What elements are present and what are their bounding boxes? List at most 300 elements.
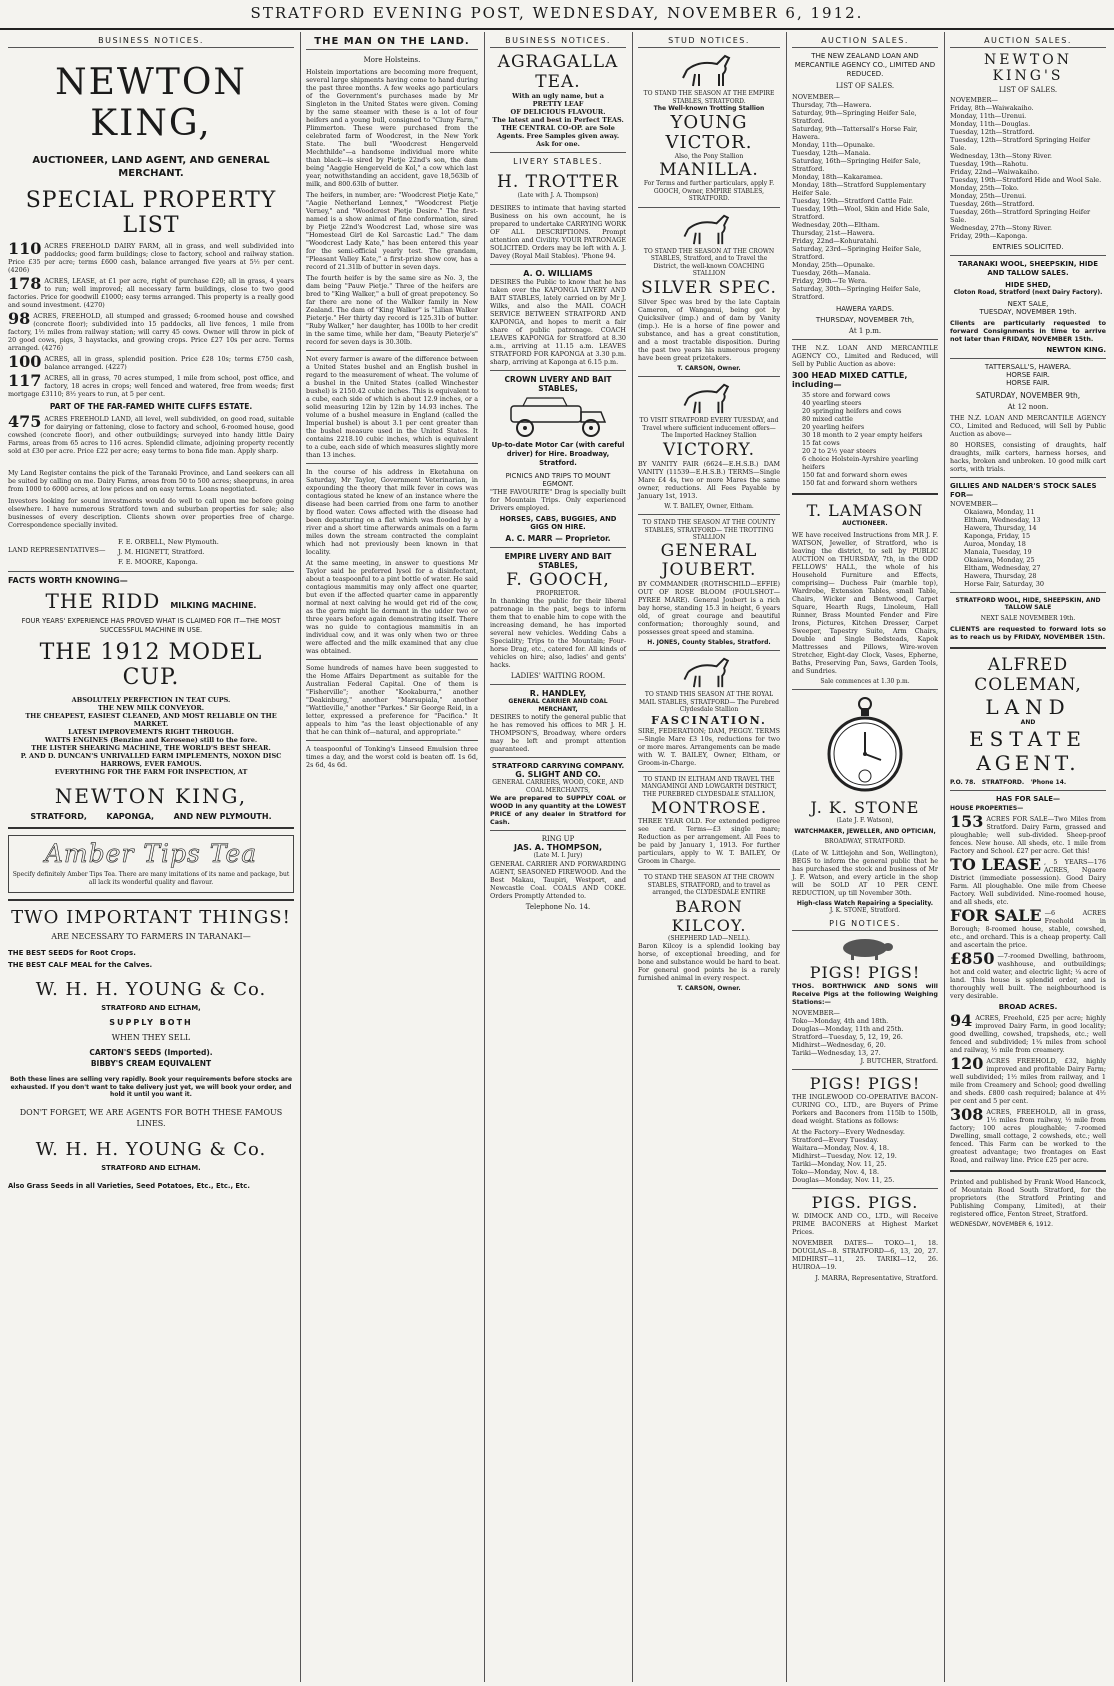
thompson-text: GENERAL CARRIER AND FORWARDING AGENT, SEASONED FIREWOOD. And the Best Makau, Taupiri, Westport, and Newcastle Coal. COALS AND COKE. Orders Promptly Attended to.: [490, 859, 626, 900]
young-co-title-2: W. H. H. YOUNG & Co.: [35, 1138, 267, 1160]
pig-notices-heading: PIG NOTICES.: [792, 919, 938, 931]
facts-heading: FACTS WORTH KNOWING—: [8, 576, 128, 585]
listing-text: , 5 YEARS—176 ACRES, Ngaere District (immediate possession). Good Dairy Farm. All ploughable. One mile from Cheese Factory. Well subdivided. Nine-roomed house, and all sheds, etc.: [950, 857, 1106, 906]
cattle-list: [792, 391, 938, 487]
supply-both: SUPPLY BOTH: [109, 1018, 193, 1027]
estate-title: ESTATE: [969, 726, 1087, 751]
gillies-nalder-title: GILLIES AND NALDER'S STOCK SALES FOR—: [950, 481, 1097, 499]
sale-entry: Monday, 25th—Urenui.: [950, 192, 1027, 200]
inglewood-text: THE INGLEWOOD CO-OPERATIVE BACON-CURING CO., LTD., are Buyers of Prime Porkers and Baconers from 115lb to 150lb, dead weight. Stations as follows:: [792, 1092, 938, 1125]
article-paragraph: A teaspoonful of Tonking's Linseed Emulsion three times a day, and the worst cold is beaten off. 1s 6d, 2s 6d, 4s 6d.: [306, 745, 478, 769]
lamason-time: Sale commences at 1.30 p.m.: [820, 677, 910, 685]
borthwick-entry: Tariki—Wednesday, 13, 27.: [792, 1048, 881, 1057]
baron-kilcoy-sub: (SHEPHERD LAD—NELL).: [668, 934, 750, 942]
stud-notice-intro: TO STAND THE SEASON AT THE CROWN STABLES, STRATFORD, and to travel as arranged, the CLYDESDALE ENTIRE: [643, 874, 775, 896]
and-line: AND: [1020, 719, 1036, 726]
victory-title: VICTORY.: [663, 439, 755, 460]
horse-illustration: [679, 381, 739, 415]
next-sale-date: TUESDAY, NOVEMBER 19th.: [979, 307, 1077, 316]
listing-text: —7-roomed Dwelling, bathroom, washhouse, and outbuildings; hot and cold water, and electric light; ¼ acre of land. This house is splendid order, and is thoroughly well built. The neighbourhood is very desirable.: [950, 951, 1106, 1000]
article-paragraph: The heifers, in number, are: "Woodcrest Pietje Kate," "Aagie Netherland Lennex," "Woodcrest Pietje Verney," and "Woodcrest Pietje Desire." The first-named is a show animal of fine conformation, sired by Pietje 22nd's Woodcrest Lad, whose sire was "Homestead Girl de Kol Sarcastic Lad." The dam "Woodcrest Lady Kate," has been entered this year for the semi-official yearly test. The grandam, "Pleasant Valley Kate," a first-prize show cow, has a record of 21.31lb of butter in seven days.: [306, 191, 478, 271]
article-paragraph: The fourth heifer is by the same sire as No. 3, the dam being "Pauw Pietje." Three of the heifers are bred to "King Walker," a bull of great prepotency. So far there are none of the Walker family in New Zealand. The dam of "King Walker" is "Lilian Walker Pieterje." Her thirty day record is 125.31b of butter. "Ruby Walker," her daughter, has 100lb to her credit in the same time, while her dam, "Beauty Pieterje's" record for seven days is 30.30lb.: [306, 274, 478, 346]
property-listing: [950, 1108, 1106, 1164]
sale-entry: Friday, 29th—Kaponga.: [950, 232, 1028, 240]
stud-owner: H. JONES, County Stables, Stratford.: [647, 638, 771, 646]
cartons-seeds: CARTON'S SEEDS (Imported).: [89, 1048, 213, 1057]
dimock-text: W. DIMOCK AND CO., LTD., will Receive PRIME BACONERS at Highest Market Prices.: [792, 1211, 938, 1236]
trotter-text: DESIRES to intimate that having started Business on his own account, he is prepared to undertake CARRYING WORK OF ALL DESCRIPTIONS. Prompt attention and Civility. YOUR PATRONAGE SOLICITED. Orders may be left with A. J. Davey (Royal Mail Stables). 'Phone 94.: [490, 203, 626, 260]
cattle-entry: 35 store and forward cows: [802, 391, 891, 399]
stone-signature: J. K. STONE, Stratford.: [829, 907, 901, 914]
handley-text: DESIRES to notify the general public that he has removed his offices to MR J. H. THOMPSON'S, Broadway, where orders may be left and prompt attention guaranteed.: [490, 713, 626, 753]
cup-line: THE LISTER SHEARING MACHINE, THE WORLD'S BEST SHEAR.: [31, 744, 271, 752]
column-heading: AUCTION SALES.: [792, 36, 938, 48]
sale-entry: Tuesday, 19th—Stratford Cattle Fair.: [792, 197, 914, 205]
inglewood-entry: Waitara—Monday, Nov. 4, 18.: [792, 1143, 890, 1152]
inglewood-entry: At the Factory—Every Wednesday.: [792, 1127, 905, 1136]
acreage-number: 178: [8, 277, 42, 293]
livery-heading: LIVERY STABLES.: [513, 157, 603, 166]
article-paragraph: Some hundreds of names have been suggested to the Home Affairs Department as suitable for the Australian Federal Capital. One of them is "Fisherville"; another "Kookaburra," another "Deakinburg," another "Marsupiala," another "Wattleville," another "Parkes." Sir George Reid, in a letter, expressed a preference for "Pacifica." It appeals to him "as the least objectionable of any that he can think of—natural, and appropriate.": [306, 664, 478, 736]
gillies-entry: Okaiawa, Monday, 11: [964, 507, 1035, 516]
newton-king-signature: NEWTON KING.: [1046, 345, 1106, 354]
column-business-notices-2: [486, 36, 630, 1682]
young-co-place-2: STRATFORD AND ELTHAM.: [101, 1163, 201, 1172]
rep-name: F. E. MOORE, Kaponga.: [118, 558, 198, 566]
williams-text: DESIRES the Public to know that he has taken over the KAPONGA LIVERY AND BAIT STABLES, lately carried on by Mr J. Wilks, and also the MAIL COACH SERVICE BETWEEN STRATFORD AND KAPONGA, and hopes to merit a fair share of public patronage. COACH LEAVES KAPONGA for Stratford at 8.30 a.m., arriving at 11.15 a.m. LEAVES STRATFORD FOR KAPONGA at 3.30 p.m. sharp, arriving at Kaponga at 6.15 p.m.: [490, 277, 626, 366]
cattle-entry: 150 fat and forward shorn ewes: [802, 471, 908, 479]
gillies-entry: Auroa, Monday, 18: [964, 539, 1026, 548]
cup-line: THE NEW MILK CONVEYOR.: [97, 704, 205, 712]
sale-entry: Wednesday, 20th—Eltham.: [792, 221, 880, 229]
borthwick-entry: Stratford—Tuesday, 5, 12, 19, 26.: [792, 1032, 903, 1041]
column-rule: [300, 32, 301, 1682]
listing-text: ACRES, FREEHOLD, all in grass, 1½ miles from railway, ½ mile from factory; 100 acres ploughable; 7-roomed Dwelling, small cottage, 2 cowsheds, etc.; well fenced. This Farm can be worked to the greatest advantage; two frontages on East Road, and railway line. Price £25 per acre.: [950, 1107, 1106, 1164]
seed-line: THE BEST SEEDS for Root Crops.: [8, 949, 136, 957]
cup-line: THE CHEAPEST, EASIEST CLEANED, AND MOST RELIABLE ON THE MARKET.: [25, 712, 277, 728]
sale-entry: Tuesday, 26th—Manaia.: [792, 269, 871, 277]
horse-fair-line: HORSE FAIR.: [1006, 370, 1050, 379]
motor-car-illustration: [493, 396, 623, 438]
sale-entry: Friday, 22nd—Kohuratahi.: [792, 237, 879, 245]
land-title: LAND: [985, 695, 1071, 719]
model-cup-title: THE 1912 MODEL CUP.: [39, 640, 263, 690]
agragalla-title: AGRAGALLA TEA.: [497, 52, 619, 92]
inglewood-entry: Toko—Monday, Nov. 4, 18.: [792, 1167, 880, 1176]
dont-forget-text: DON'T FORGET, WE ARE AGENTS FOR BOTH THESE FAMOUS LINES.: [19, 1107, 283, 1128]
favourite-text: "THE FAVOURITE" Drag is specially built for Mountain Trips. Only experienced Drivers employed.: [490, 487, 626, 512]
agragalla-line: PRETTY LEAF: [532, 100, 584, 108]
cup-line: ABSOLUTELY PERFECTION IN TEAT CUPS.: [71, 696, 231, 704]
when-they-sell: WHEN THEY SELL: [111, 1033, 191, 1042]
sale-entry: Friday, 8th—Waiwakaiho.: [950, 104, 1034, 112]
horses-line: HORSES, CABS, BUGGIES, AND GIGS ON HIRE.: [499, 514, 617, 531]
borthwick-entry: Toko—Monday, 4th and 18th.: [792, 1016, 889, 1025]
land-register-notice: My Land Register contains the pick of the Taranaki Province, and Land seekers can all be suited by calling on me. Dairy Farms, areas from 50 to 500 acres; sheepruns, in area from 1000 to 6000 acres, at low prices and on easy terms. Loans negotiated.: [8, 469, 294, 493]
clients-notice: Clients are particularly requested to forward Consignments in time to arrive not later than FRIDAY, NOVEMBER 15th.: [950, 318, 1106, 343]
baron-kilcoy-title: BARON KILCOY.: [671, 896, 747, 935]
stud-notice-intro: TO STAND THIS SEASON AT THE ROYAL MAIL STABLES, STRATFORD— The Purebred Clydesdale Stallion: [638, 691, 780, 713]
white-cliffs-title: PART OF THE FAR-FAMED WHITE CLIFFS ESTATE.: [49, 402, 253, 411]
investors-notice: Investors looking for sound investments would do well to call upon me before going elsewhere. I have numerous Stratford town and suburban properties for sale; also businesses of every description. Clients shown over properties free of charge. Correspondence specially invited.: [8, 497, 294, 529]
column-heading: BUSINESS NOTICES.: [490, 36, 626, 48]
sale-entry: Thursday, 7th—Hawera.: [792, 101, 872, 109]
baron-kilcoy-text: Baron Kilcoy is a splendid looking bay horse, of exceptional breeding, and for bone and substance would be hard to beat. For general good points he is a rarely furnished animal in every respect.: [638, 942, 780, 982]
stud-notice-intro: TO STAND IN ELTHAM AND TRAVEL THE MANGAMINGI AND LOWGARTH DISTRICT, THE PUREBRED CLYDESDALE STALLION,: [641, 775, 777, 798]
stratford-wool-title: STRATFORD WOOL, HIDE, SHEEPSKIN, AND TALLOW SALE: [955, 596, 1101, 611]
two-things-subtitle: ARE NECESSARY TO FARMERS IN TARANAKI—: [51, 932, 251, 941]
column-auction-sales: [788, 36, 942, 1682]
manilla-title: MANILLA.: [659, 160, 759, 180]
inglewood-entry: Douglas—Monday, Nov. 11, 25.: [792, 1175, 895, 1184]
agragalla-line: With an ugly name, but a: [512, 92, 604, 100]
general-joubert-text: BY COMMANDER (ROTHSCHILD—EFFIE) OUT OF ROSE BLOOM (FOULSHOT—PYREE MARE). General Joubert is a rich bay horse, standing 15.3 in height, 6 years old, of great courage and beautiful conformation; thoroughly sound, and possesses great speed and stamina.: [638, 579, 780, 636]
listing-text: ACRES FOR SALE—Two Miles from Stratford. Dairy Farm, grassed and ploughable; well sub-divided. Sheep-proof fences. New house. All sheds, etc. 1 mile from Factory and School. £27 per acre. Get this!: [950, 814, 1106, 855]
reps-label: LAND REPRESENTATIVES—: [8, 546, 106, 554]
rep-name: J. M. HIGNETT, Stratford.: [118, 548, 205, 556]
sale-entry: Monday, 18th—Kakaramea.: [792, 173, 883, 181]
acreage-number: TO LEASE: [950, 857, 1042, 874]
sale-date: THURSDAY, NOVEMBER 7th,: [815, 316, 915, 324]
column-business-notices: [4, 36, 298, 1682]
acreage-number: 308: [950, 1107, 984, 1124]
telephone-line: Telephone No. 14.: [525, 902, 591, 911]
sale-entry: Saturday, 9th—Tattersall's Horse Fair, Hawera.: [792, 125, 918, 141]
stone-text: (Late of W. Littlejohn and Son, Wellington), BEGS to inform the general public that he has purchased the stock and business of Mr J. F. Watson, and every article in the shop will be SOLD AT 10 PER CENT. REDUCTION, up till November 30th.: [792, 848, 938, 897]
article-paragraph: Not every farmer is aware of the difference between a United States bushel and an English bushel in regard to the measurement of wheat. The volume of a bushel in the United States (called Winchester bushel) is 2150.42 cubic inches. This is equivalent to a cube, each side of which is about 12.9 inches, or a solid measuring 12in by 12in by 14.93 inches. The volume of a bushel measure in England (called the Imperial bushel) is about 3.1 per cent greater than the bushel measure used in the United States. It contains 2218.10 cubic inches, which is equivalent to a cube, each side of which measures slightly more than 13 inches.: [306, 355, 478, 459]
acreage-number: 117: [8, 374, 42, 390]
four-years-text: FOUR YEARS' EXPERIENCE HAS PROVED WHAT IS CLAIMED FOR IT—THE MOST SUCCESSFUL MACHINE IN USE.: [21, 617, 281, 634]
gillies-entry: Kaponga, Friday, 15: [964, 531, 1031, 540]
gooch-terms: For Terms and further particulars, apply F. GOOCH, Owner, EMPIRE STABLES, STRATFORD.: [643, 180, 775, 202]
horse-illustration: [679, 52, 739, 88]
young-co-place: STRATFORD AND ELTHAM,: [101, 1004, 201, 1012]
newton-king-subtitle: AUCTIONEER, LAND AGENT, AND GENERAL MERCHANT.: [32, 155, 270, 179]
mixed-cattle-heading: 300 HEAD MIXED CATTLE, including—: [792, 371, 908, 389]
victory-text: BY VANITY FAIR (6624—E.H.S.B.) DAM VANITY (11539—E.H.S.B.) TERMS—Single Mare £4 4s, two or more Mares the same owner, reductions. All Fees Payable by January 1st, 1913.: [638, 459, 780, 500]
property-listing: [8, 355, 294, 371]
thompson-title: JAS. A. THOMPSON,: [514, 843, 602, 852]
stud-notice-intro: TO STAND THE SEASON AT THE EMPIRE STABLES, STRATFORD.: [643, 90, 775, 105]
inglewood-entry: Midhirst—Tuesday, Nov. 12, 19.: [792, 1151, 897, 1160]
special-property-list-title: SPECIAL PROPERTY LIST: [25, 188, 277, 238]
empire-stables-title: EMPIRE LIVERY AND BAIT STABLES,: [504, 551, 612, 570]
coleman-properties: [950, 815, 1106, 1000]
agragalla-line: THE CENTRAL CO-OP. are Sole Agents. Free Samples given away. Ask for one.: [496, 124, 620, 148]
listing-text: ACRES, FREEHOLD, all stumped and grassed; 6-roomed house and cowshed (concrete floor); subdivided into 15 paddocks, all live fences, 1 mile from factory, 1½ miles from railway station; will carry 45 cows. Owner will throw in pick of 20 good cows, pigs, 3 haystacks, and growing crops. Price £27 10s per acre. Terms arranged. (4276): [8, 312, 294, 352]
general-joubert-title: GENERAL JOUBERT.: [660, 540, 758, 580]
acreage-number: FOR SALE: [950, 908, 1042, 925]
gillies-entry: Hawera, Thursday, 28: [964, 571, 1037, 580]
pony-line: Also, the Pony Stallion: [674, 152, 744, 160]
cattle-entry: 20 2 to 2½ year steers: [802, 447, 877, 455]
cup-line: EVERYTHING FOR THE FARM FOR INSPECTION, AT: [54, 768, 248, 776]
sale-entry: Tuesday, 12th—Stratford Springing Heifer Sale.: [950, 136, 1091, 152]
masthead: STRATFORD EVENING POST, WEDNESDAY, NOVEMBER 6, 1912.: [0, 4, 1114, 30]
gillies-nalder-list: [950, 508, 1106, 588]
sale-entry: Friday, 29th—Te Wera.: [792, 277, 868, 285]
cattle-entry: 30 18 month to 2 year empty heifers: [802, 431, 923, 439]
borthwick-list: [792, 1017, 938, 1057]
both-lines-text: Both these lines are selling very rapidly. Book your requirements before stocks are exhausted. If you don't want to take delivery just yet, we will book your order, and hold it until you want it.: [9, 1076, 293, 1098]
column-rule: [632, 32, 633, 1682]
handley-title: R. HANDLEY,: [529, 689, 587, 698]
fascination-title: FASCINATION.: [651, 713, 767, 727]
ridd-title: THE RIDD: [45, 589, 161, 613]
sale-entry: Tuesday, 26th—Stratford Springing Heifer Sale.: [950, 208, 1091, 224]
listing-text: ACRES, all in grass, 70 acres stumped, 1 mile from school, post office, and factory, 18 acres in crops; well fenced and watered, free from weeds; first mortgage £3110; 8½ years to run, at 5 per cent.: [8, 374, 294, 398]
crown-livery-title: CROWN LIVERY AND BAIT STABLES,: [504, 374, 612, 393]
horse-illustration: [679, 212, 739, 246]
stone-title: J. K. STONE: [810, 798, 920, 817]
agragalla-line: The latest and best in Perfect TEAS.: [492, 116, 624, 124]
column-man-on-the-land: [302, 36, 482, 1682]
stud-owner: T. CARSON, Owner.: [677, 985, 741, 992]
property-listing: [950, 1014, 1106, 1054]
month-label: NOVEMBER—: [950, 499, 998, 508]
list-of-sales: LIST OF SALES.: [835, 82, 895, 90]
nzl-horse-text: THE N.Z. LOAN AND MERCANTILE AGENCY CO., Limited and Reduced, will Sell by Public Auction as above—: [950, 413, 1106, 438]
silver-spec-text: Silver Spec was bred by the late Captain Cameron, of Wanganui, being got by Quicksilver (imp.) and of dam by Vanity (imp.). He is a horse of fine power and substance, and has a great constitution, and a most tractable disposition. During the past two years his numerous progeny have been great prizetakers.: [638, 297, 780, 362]
borthwick-text: THOS. BORTHWICK AND SONS will Receive Pigs at the following Weighing Stations:—: [792, 981, 938, 1006]
cattle-entry: 20 springing heifers and cows: [802, 407, 902, 415]
column-rule: [484, 32, 485, 1682]
gooch-title: F. GOOCH,: [506, 569, 610, 590]
sale-entry: Tuesday, 19th—Wool, Skin and Hide Sale, Stratford.: [792, 205, 930, 221]
two-important-things-title: TWO IMPORTANT THINGS!: [11, 907, 291, 928]
stud-notice-intro: TO STAND THE SEASON AT THE COUNTY STABLES, STRATFORD— THE TROTTING STALLION: [642, 519, 776, 541]
column-heading: AUCTION SALES.: [950, 36, 1106, 48]
thompson-subtitle: (Late M. I. Jury): [533, 852, 583, 859]
sale-entry: Monday, 18th—Stratford Supplementary Heifer Sale.: [792, 181, 926, 197]
borthwick-entry: Douglas—Monday, 11th and 25th.: [792, 1024, 904, 1033]
hide-shed: HIDE SHED,: [1005, 281, 1051, 289]
ridd-row: [8, 589, 294, 613]
month-label: NOVEMBER—: [950, 96, 998, 104]
horse-illustration: [679, 655, 739, 689]
newton-king-title: NEWTON KING,: [55, 62, 247, 144]
article-paragraph: Holstein importations are becoming more frequent, several large shipments having come to hand during the past three months. A few weeks ago particulars of the Government's purchases made by Mr Singleton in the United States were given. Coming by the same steamer with these is a lot of four heifers and a young bull, consigned to "Cluny Farm," Plimmerton. These were purchased from the celebrated farm of Woodcrest, in the New York State. The bull "Woodcrest Hengerveld Mechthilde"—a handsome individual more white than black—is sired by Pietje 22nd's son, the dam being "Aaggie Hengerveld de Kol," a cow which last year, notwithstanding an accident, gave 18,563lb of milk, and 800.63lb of butter.: [306, 68, 478, 188]
column-heading: STUD NOTICES.: [638, 36, 780, 48]
sale-entry: Monday, 11th—Opunake.: [792, 141, 875, 149]
picnics-line: PICNICS AND TRIPS TO MOUNT EGMONT.: [505, 471, 611, 488]
horse-fair-line: HORSE FAIR.: [1006, 378, 1050, 387]
stone-subtitle: (Late J. F. Watson),: [836, 817, 894, 824]
house-properties: HOUSE PROPERTIES—: [950, 805, 1024, 812]
agragalla-lines: [490, 92, 626, 148]
sales-list: [950, 104, 1106, 240]
agragalla-line: OF DELICIOUS FLAVOUR.: [510, 108, 606, 116]
lamason-auctioneer: AUCTIONEER.: [842, 520, 888, 527]
horses-80-text: 80 HORSES, consisting of draughts, half draughts, milk carters, harness horses, and hacks, broken and unbroken. 10 good milk cart sorts, with trials.: [950, 440, 1106, 473]
inglewood-entry: Tariki—Monday, Nov. 11, 25.: [792, 1159, 887, 1168]
gillies-entry: Manaia, Tuesday, 19: [964, 547, 1032, 556]
sale-entry: Saturday, 30th—Springing Heifer Sale, Stratford.: [792, 285, 921, 301]
acreage-number: 110: [8, 242, 42, 258]
lamason-title: T. LAMASON: [806, 501, 924, 520]
marra-signature: J. MARRA, Representative, Stratford.: [815, 1273, 938, 1282]
tattersalls-title: TATTERSALL'S, HAWERA.: [984, 362, 1072, 371]
sale-entry: Wednesday, 27th—Stony River.: [950, 224, 1052, 232]
acreage-number: £850: [950, 951, 995, 968]
column-rule: [944, 32, 945, 1682]
pigs-title: PIGS! PIGS!: [809, 962, 921, 982]
acreage-number: 153: [950, 814, 984, 831]
column-rule: [786, 32, 787, 1682]
broad-acres-properties: [950, 1014, 1106, 1164]
entries-solicited: ENTRIES SOLICITED.: [992, 243, 1064, 251]
agent-title: AGENT.: [976, 750, 1080, 775]
trotter-subtitle: (Late with J. A. Thompson): [517, 192, 599, 199]
carrying-company: STRATFORD CARRYING COMPANY.: [491, 762, 625, 770]
cattle-entry: 80 mixed cattle: [802, 415, 853, 423]
column-heading: THE MAN ON THE LAND.: [306, 36, 478, 50]
gillies-entry: Horse Fair, Saturday, 30: [964, 579, 1044, 588]
montrose-text: THREE YEAR OLD. For extended pedigree see card. Terms—£3 single mare; Reduction as per arrangement. All Fees to be paid by January 1, 1913. For further particulars, apply to W. T. BAILEY, Or Groom in Charge.: [638, 817, 780, 865]
sales-list: [792, 101, 938, 301]
coleman-contact: P.O. 78. STRATFORD. 'Phone 14.: [950, 778, 1067, 786]
broad-acres: BROAD ACRES.: [998, 1002, 1058, 1011]
property-list: [8, 242, 294, 398]
inglewood-entry: Stratford—Every Tuesday.: [792, 1135, 879, 1144]
property-listing: [950, 1057, 1106, 1105]
stud-notice-intro: TO STAND THE SEASON AT THE CROWN STABLES, Stratford, and to Travel the District, the well-known COACHING STALLION: [643, 247, 775, 277]
hide-shed-address: Cloton Road, Stratford (next Dairy Factory).: [953, 289, 1103, 296]
gillies-entry: Eltham, Wednesday, 27: [964, 563, 1041, 572]
handley-subtitle: GENERAL CARRIER AND COAL MERCHANT,: [508, 698, 608, 713]
acreage-number: 120: [950, 1056, 984, 1073]
sale-entry: Monday, 11th—Urenui.: [950, 112, 1027, 120]
gooch-text: In thanking the public for their liberal patronage in the past, begs to inform them that to enable him to cope with the increasing demand, he has imported several new vehicles. Wedding Cabs a Speciality; Trips to the Mountain; Four-horse Drag, etc., catered for. All kinds of vehicles on hire; also, ladies' and gents' hacks.: [490, 597, 626, 669]
rep-name: F. E. ORBELL, New Plymouth.: [118, 538, 219, 546]
ladies-waiting-room: LADIES' WAITING ROOM.: [510, 672, 606, 680]
pigs-title-3: PIGS. PIGS.: [811, 1192, 919, 1212]
stratford-wool-clients: CLIENTS are requested to forward lots so as to reach us by FRIDAY, NOVEMBER 15th.: [950, 625, 1106, 641]
stone-speciality: High-class Watch Repairing a Speciality.: [796, 899, 934, 907]
imprint-date: WEDNESDAY, NOVEMBER 6, 1912.: [950, 1220, 1054, 1228]
stud-notice-sub: The Well-known Trotting Stallion: [653, 105, 765, 112]
amber-tips-ad: [8, 835, 294, 893]
crown-livery-text: Up-to-date Motor Car (with careful driver) for Hire. Broadway, Stratford.: [491, 440, 625, 467]
property-listing: [8, 312, 294, 352]
cattle-entry: 6 choice Holstein-Ayrshire yearling heifers: [802, 455, 919, 471]
printer-imprint: Printed and published by Frank Wood Hancock, of Mountain Road South Stratford, for the proprietors (the Stratford Printing and Publishing Company, Limited), at their registered office, Fenton Street, Stratford.: [950, 1177, 1106, 1218]
montrose-title: MONTROSE.: [650, 798, 768, 817]
stud-owner: W. T. BAILEY, Owner, Eltham.: [664, 502, 754, 510]
listing-text: —6 ACRES Freehold in Borough; 8-roomed house, stable, cowshed, etc., and orchard. This is a cheap property. Call and ascertain the price.: [950, 908, 1106, 949]
taranaki-wool-title: TARANAKI WOOL, SHEEPSKIN, HIDE AND TALLOW SALES.: [957, 260, 1099, 277]
cattle-entry: 40 yearling steers: [802, 399, 862, 407]
gillies-entry: Eltham, Wednesday, 13: [964, 515, 1041, 524]
acreage-number: 94: [950, 1013, 973, 1030]
listing-text: ACRES FREEHOLD, £32, highly improved and profitable Dairy Farm; well subdivided; 1½ miles from railway, and 1 mile from Creamery and School; good dwelling and sheds. £800 cash required; balance at 4½ per cent and 5 per cent.: [950, 1056, 1106, 1105]
ridd-subtitle: MILKING MACHINE.: [170, 601, 257, 610]
stone-address: BROADWAY, STRATFORD.: [824, 838, 906, 845]
listing-text: ACRES, LEASE, at £1 per acre, right of purchase £20; all in grass, 4 years to run; well improved; all necessary farm buildings, close to two good factories. Price for goodwill £1000; easy terms arranged. This property is a really good and sound investment. (4270): [8, 277, 294, 309]
nzl-title: THE NEW ZEALAND LOAN AND MERCANTILE AGENCY CO., LIMITED AND REDUCED.: [794, 52, 936, 78]
property-listing: [950, 909, 1106, 949]
month-label: NOVEMBER—: [792, 93, 840, 101]
property-listing: [950, 952, 1106, 1000]
column-auction-sales-2: [946, 36, 1110, 1682]
article-paragraph: At the same meeting, in answer to questions Mr Taylor said he preferred lysol for a disinfectant, about a teaspoonful to a pint bottle of water. He said contagious mammitis may only affect one quarter, but even if the affected quarter came in apparently normal at next calving he would get rid of the cow, as the germ might lie dormant in the udder two or three years before again demonstrating itself. There was no guide to contagious mammitis in an individual cow, and it was only when two or three were affected and the milk examined that any clue was obtained.: [306, 559, 478, 655]
stud-owner: T. CARSON, Owner.: [677, 364, 741, 372]
listing-text: ACRES, Freehold, £25 per acre; highly improved Dairy Farm, in good locality; good dwelling, cowshed, trapsheds, etc.; well fenced and subdivided; 1¼ miles from school and railway, ½ mile from creamery.: [950, 1013, 1106, 1054]
gillies-entry: Okaiawa, Monday, 25: [964, 555, 1035, 564]
sale-entry: Monday, 11th—Douglas.: [950, 120, 1031, 128]
month-label: NOVEMBER—: [792, 1008, 840, 1017]
sale-entry: Thursday, 21st—Hawera.: [792, 229, 875, 237]
inglewood-list: [792, 1128, 938, 1184]
ring-up: RING UP: [541, 835, 575, 843]
cattle-entry: 20 yearling heifers: [802, 423, 865, 431]
property-listing: [950, 815, 1106, 855]
column-heading: BUSINESS NOTICES.: [8, 36, 294, 48]
next-sale-label: NEXT SALE,: [1007, 299, 1049, 308]
gooch-prop: PROPRIETOR.: [535, 589, 581, 597]
property-listing: [950, 858, 1106, 906]
sale-entry: Friday, 22nd—Waiwakaiho.: [950, 168, 1040, 176]
sale-entry: Tuesday, 12th—Manaia.: [792, 149, 871, 157]
acreage-number: 98: [8, 312, 31, 328]
also-seeds: Also Grass Seeds in all Varieties, Seed Potatoes, Etc., Etc., Etc.: [8, 1181, 250, 1190]
dimock-dates: NOVEMBER DATES— TOKO—1, 18. DOUGLAS—8. STRATFORD—6, 13, 20, 27. MIDHIRST—11, 25. TARIKI—12, 26. HUIROA—19.: [792, 1238, 938, 1271]
cattle-entry: 150 fat and forward shorn wethers: [802, 479, 918, 487]
silver-spec-title: SILVER SPEC.: [641, 277, 777, 298]
acreage-number: 100: [8, 355, 42, 371]
williams-title: A. O. WILLIAMS: [523, 268, 593, 278]
sale-entry: Tuesday, 26th—Stratford.: [950, 200, 1035, 208]
pocket-watch-illustration: [825, 694, 905, 794]
sale-entry: Tuesday, 19th—Rahotu.: [950, 160, 1029, 168]
sale-entry: Monday, 25th—Opunake.: [792, 261, 875, 269]
pig-illustration: [835, 935, 895, 961]
bibby-cream: BIBBY'S CREAM EQUIVALENT: [90, 1059, 212, 1068]
hawera-yards: HAWERA YARDS.: [835, 305, 895, 313]
newton-king-footer-title: NEWTON KING,: [54, 784, 248, 808]
white-cliffs-listing: [8, 412, 294, 455]
listing-text: ACRES FREEHOLD DAIRY FARM, all in grass, and well subdivided into paddocks; good farm buildings; close to factory, school and railway station. Price £35 per acre; terms £600 cash, balance arranged five years at 5½ per cent. (4206): [8, 242, 294, 274]
nzl-sell-text: THE N.Z. LOAN AND MERCANTILE AGENCY CO., Limited and Reduced, will Sell by Public Auction as above:: [792, 344, 938, 368]
property-listing: [8, 277, 294, 309]
young-co-title: W. H. H. YOUNG & Co.: [35, 979, 267, 1000]
borthwick-entry: Midhirst—Wednesday, 6, 20.: [792, 1040, 886, 1049]
fascination-text: SIRE, FEDERATION; DAM, PEGGY. TERMS—Single Mare £3 10s, reductions for two or more mares. Arrangements can be made with W. T. BAILEY, Owner, Eltham, or Groom-in-Charge.: [638, 726, 780, 767]
seed-line: THE BEST CALF MEAL for the Calves.: [8, 961, 153, 969]
young-victor-title: YOUNG VICTOR.: [665, 111, 753, 153]
pigs-title-2: PIGS! PIGS!: [809, 1073, 921, 1093]
sale-time: At 1 p.m.: [848, 327, 882, 335]
butcher-signature: J. BUTCHER, Stratford.: [860, 1056, 938, 1065]
cup-line: LATEST IMPROVEMENTS RIGHT THROUGH.: [68, 728, 234, 736]
horse-fair-time: At 12 noon.: [1007, 402, 1049, 411]
sale-entry: Tuesday, 12th—Stratford.: [950, 128, 1035, 136]
slight-title: G. SLIGHT AND CO.: [515, 770, 601, 779]
trotter-title: H. TROTTER: [497, 172, 619, 192]
sale-entry: Tuesday, 19th—Stratford Hide and Wool Sale.: [950, 176, 1102, 184]
stone-trade: WATCHMAKER, JEWELLER, AND OPTICIAN,: [794, 827, 936, 835]
sale-entry: Monday, 25th—Toko.: [950, 184, 1019, 192]
alfred-title: ALFRED COLEMAN,: [974, 655, 1082, 695]
slight-text: We are prepared to SUPPLY COAL or WOOD in any quantity at the LOWEST PRICE of any dealer in Stratford for Cash.: [490, 794, 626, 826]
property-listing: [8, 374, 294, 398]
property-listing: [8, 242, 294, 274]
cattle-entry: 15 fat cows: [802, 439, 840, 447]
has-for-sale: HAS FOR SALE—: [995, 795, 1060, 803]
sale-entry: Wednesday, 13th—Stony River.: [950, 152, 1052, 160]
lamason-text: WE have received Instructions from MR J. F. WATSON, Jeweller, of Stratford, who is leaving the district, to sell by PUBLIC AUCTION on THURSDAY, 7th, in the ODD FELLOWS' HALL, the whole of his Household Furniture and Effects, comprising— Duchess Pair (marble top), Wardrobe, Extension Tables, small Table, Chairs, Wicker and Bentwood, Carpet Square, Hearth Rugs, Linoleum, Hall Runner, Brass Mounted Fender and Fire Irons, Pictures, Kitchen Dresser, Carpet Sweeper, Tapestry Suite, Arm Chairs, Double and Single Bedsteads, Kapok Mattresses and Pillows, Wire-woven Stretcher, Eight-day Clock, Vases, Epherne, Baths, Preserving Pan, Saws, Garden Tools, and Sundries.: [792, 530, 938, 675]
model-cup-lines: [8, 696, 294, 776]
